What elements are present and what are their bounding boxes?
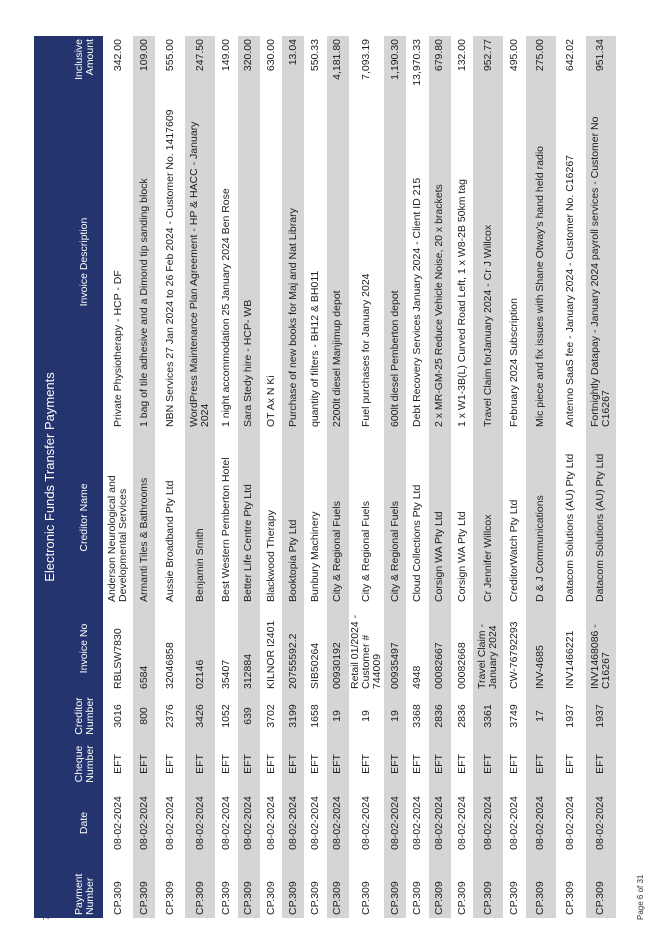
date-cell: 08-02-2024 [411, 796, 424, 850]
invoice-no-cell: 02146 [193, 659, 206, 689]
invoice-no-cell: 00930192 [331, 642, 344, 689]
date-cell: 08-02-2024 [388, 796, 401, 850]
payment-number-cell: CP.309 [219, 881, 232, 915]
creditor-number-cell: 1937 [594, 704, 607, 728]
creditor-name-cell: City & Regional Fuels [331, 501, 344, 602]
payments-report [34, 36, 632, 918]
payment-number-cell: CP.309 [507, 881, 520, 915]
creditor-name-cell: Better Life Centre Pty Ltd [242, 484, 255, 602]
invoice-description-cell: 1 night accommodation 25 January 2024 Ben Rose [219, 188, 232, 427]
creditor-name-cell: Corsign WA Pty Ltd [455, 511, 468, 602]
inclusive-amount-cell: 1,190.30 [388, 39, 401, 80]
table-row [526, 36, 556, 918]
invoice-no-cell: 35407 [219, 659, 232, 689]
cheque-number-cell: EFT [219, 754, 232, 774]
inclusive-amount-cell: 320.00 [242, 39, 255, 72]
table-row [503, 36, 525, 918]
creditor-name-cell: City & Regional Fuels [360, 501, 373, 602]
payment-number-cell: CP.309 [286, 881, 299, 915]
payment-number-cell: CP.309 [388, 881, 401, 915]
creditor-number-cell: 3426 [193, 704, 206, 728]
report-title: Electronic Funds Transfer Payments [34, 36, 66, 918]
table-row [556, 36, 586, 918]
table-row [406, 36, 428, 918]
creditor-name-cell: Blackwood Therapy [264, 509, 277, 602]
creditor-number-cell: 2836 [433, 704, 446, 728]
creditor-name-cell: D & J Communications [534, 495, 547, 602]
creditor-number-cell: 2376 [163, 704, 176, 728]
date-cell: 08-02-2024 [242, 796, 255, 850]
cheque-number-cell: EFT [455, 754, 468, 774]
inclusive-amount-cell: 550.33 [309, 39, 322, 72]
table-row [327, 36, 349, 918]
inclusive-amount-cell: 495.00 [507, 39, 520, 72]
invoice-description-cell: 2 x MR-GM-25 Reduce Vehicle Noise, 20 x brackets [433, 184, 446, 427]
inclusive-amount-cell: 679.80 [433, 39, 446, 72]
date-cell: 08-02-2024 [564, 796, 577, 850]
cheque-number-cell: EFT [411, 754, 424, 774]
date-cell: 08-02-2024 [481, 796, 494, 850]
creditor-name-cell: Best Western Pemberton Hotel [219, 457, 232, 602]
invoice-description-cell: WordPress Maintenance Plan Agreement - HP & HACC - January 2024 [188, 121, 212, 427]
invoice-description-cell: Antenno SaaS fee - January 2024 - Customer No. C16267 [564, 155, 577, 427]
creditor-number-cell: 19 [360, 710, 373, 722]
creditor-name-cell: Corsign WA Pty Ltd [433, 511, 446, 602]
invoice-no-cell: 00082668 [455, 642, 468, 689]
inclusive-amount-cell: 275.00 [534, 39, 547, 72]
creditor-number-cell: 3368 [411, 704, 424, 728]
date-cell: 08-02-2024 [360, 796, 373, 850]
invoice-no-cell: 312884 [242, 653, 255, 689]
invoice-description-cell: Fuel purchases for January 2024 [360, 273, 373, 427]
invoice-no-cell: INV1466221 [564, 630, 577, 689]
invoice-no-cell: INV-4685 [534, 645, 547, 689]
date-cell: 08-02-2024 [455, 796, 468, 850]
invoice-description-cell: 2200lt diesel Manjimup depot [331, 290, 344, 427]
invoice-description-cell: Fortnightly Datapay - January 2024 payroll services - Customer No C16267 [588, 116, 612, 427]
creditor-number-cell: 3016 [111, 704, 124, 728]
payment-number-cell: CP.309 [193, 881, 206, 915]
invoice-no-cell: SIB50264 [309, 642, 322, 689]
page-number: Page 6 of 31 [636, 874, 645, 920]
cheque-number-cell: EFT [388, 754, 401, 774]
creditor-number-cell: 1937 [564, 704, 577, 728]
inclusive-amount-cell: 952.77 [481, 39, 494, 72]
date-cell: 08-02-2024 [193, 796, 206, 850]
cheque-number-cell: EFT [309, 754, 322, 774]
payment-number-cell: CP.309 [163, 881, 176, 915]
table-row [429, 36, 451, 918]
inclusive-amount-cell: 13,970.33 [411, 39, 424, 86]
invoice-no-cell: RBLSW7830 [111, 628, 124, 689]
cheque-number-cell: EFT [137, 754, 150, 774]
table-row [215, 36, 237, 918]
table-row [133, 36, 155, 918]
cheque-number-cell: EFT [360, 754, 373, 774]
inclusive-amount-cell: 342.00 [111, 39, 124, 72]
invoice-description-cell: quantity of filters - BH12 & BH011 [309, 270, 322, 427]
payment-number-cell: CP.309 [594, 881, 607, 915]
creditor-name-cell: Datacom Solutions (AU) Pty Ltd [594, 453, 607, 602]
invoice-description-cell: Travel Claim forJanuary 2024 - Cr J Willcox [481, 224, 494, 427]
cheque-number-cell: EFT [242, 754, 255, 774]
header-invoice-no: Invoice No [78, 623, 90, 674]
invoice-description-cell: Private Physiotherapy - HCP - DF [111, 270, 124, 427]
table-row [185, 36, 215, 918]
invoice-no-cell: 20755592.2 [286, 633, 299, 689]
table-body [103, 36, 616, 918]
invoice-description-cell: Debt Recovery Services January 2024 - Client ID 215 [411, 177, 424, 427]
cheque-number-cell: EFT [163, 754, 176, 774]
creditor-number-cell: 3749 [507, 704, 520, 728]
creditor-name-cell: Cr Jennifer Willcox [481, 514, 494, 602]
creditor-number-cell: 3361 [481, 704, 494, 728]
table-row [451, 36, 473, 918]
invoice-no-cell: Retail 01/2024 - Customer # 744009 [349, 614, 384, 689]
table-row [473, 36, 503, 918]
creditor-name-cell: City & Regional Fuels [388, 501, 401, 602]
header-creditor-number: Creditor Number [72, 697, 96, 735]
table-header-row [66, 36, 103, 918]
payment-number-cell: CP.309 [242, 881, 255, 915]
creditor-name-cell: CreditorWatch Pty Ltd [507, 499, 520, 602]
creditor-number-cell: 639 [242, 707, 255, 725]
cheque-number-cell: EFT [264, 754, 277, 774]
cheque-number-cell: EFT [111, 754, 124, 774]
cheque-number-cell: EFT [433, 754, 446, 774]
invoice-no-cell: 00935497 [388, 642, 401, 689]
table-row [282, 36, 304, 918]
creditor-number-cell: 800 [137, 707, 150, 725]
payment-number-cell: CP.309 [411, 881, 424, 915]
creditor-name-cell: Cloud Collections Pty Ltd [411, 484, 424, 602]
payment-number-cell: CP.309 [455, 881, 468, 915]
creditor-number-cell: 3702 [264, 704, 277, 728]
creditor-name-cell: Booktopia Pty Ltd [286, 519, 299, 602]
payment-number-cell: CP.309 [564, 881, 577, 915]
header-cheque-number: Cheque Number [72, 745, 96, 783]
date-cell: 08-02-2024 [433, 796, 446, 850]
inclusive-amount-cell: 630.00 [264, 39, 277, 72]
invoice-no-cell: Travel Claim - January 2024 [476, 624, 500, 689]
invoice-no-cell: INV1468086 - C16267 [588, 624, 612, 689]
invoice-description-cell: Sara Stedy hire - HCP- WB [242, 299, 255, 427]
invoice-description-cell: 1 x W1-3B(L) Curved Road Left, 1 x W8-2B 50km tag [455, 178, 468, 427]
table-row [586, 36, 616, 918]
inclusive-amount-cell: 149.00 [219, 39, 232, 72]
date-cell: 08-02-2024 [309, 796, 322, 850]
invoice-no-cell: 4948 [411, 665, 424, 689]
creditor-name-cell: Benjamin Smith [193, 528, 206, 602]
header-payment-number: Payment Number [72, 873, 96, 915]
payment-number-cell: CP.309 [137, 881, 150, 915]
header-invoice-description: Invoice Description [78, 217, 90, 307]
inclusive-amount-cell: 132.00 [455, 39, 468, 72]
inclusive-amount-cell: 7,093.19 [360, 39, 373, 80]
date-cell: 08-02-2024 [286, 796, 299, 850]
invoice-description-cell: Mic piece and fix issues with Shane Otway's hand held radio [534, 146, 547, 427]
creditor-name-cell: Bunbury Machinery [309, 511, 322, 602]
table-row [103, 36, 133, 918]
inclusive-amount-cell: 109.00 [137, 39, 150, 72]
date-cell: 08-02-2024 [111, 796, 124, 850]
payment-number-cell: CP.309 [331, 881, 344, 915]
date-cell: 08-02-2024 [534, 796, 547, 850]
date-cell: 08-02-2024 [137, 796, 150, 850]
header-date: Date [78, 811, 90, 835]
creditor-number-cell: 1658 [309, 704, 322, 728]
date-cell: 08-02-2024 [594, 796, 607, 850]
invoice-description-cell: February 2024 Subscription [507, 298, 520, 427]
table-row [260, 36, 282, 918]
date-cell: 08-02-2024 [163, 796, 176, 850]
inclusive-amount-cell: 13.04 [286, 39, 299, 66]
invoice-description-cell: 1 bag of tile adhesive and a Dimond tip sanding block [137, 178, 150, 427]
payment-number-cell: CP.309 [481, 881, 494, 915]
header-creditor-name: Creditor Name [78, 483, 90, 552]
invoice-no-cell: 32046858 [163, 642, 176, 689]
invoice-description-cell: 600lt diesel Pemberton depot [388, 290, 401, 427]
invoice-description-cell: NBN Services 27 Jan 2024 to 26 Feb 2024 - Customer No. 1417609 [163, 109, 176, 427]
cheque-number-cell: EFT [331, 754, 344, 774]
inclusive-amount-cell: 247.50 [193, 39, 206, 72]
table-row [304, 36, 326, 918]
creditor-name-cell: Armanti Tiles & Bathrooms [137, 477, 150, 602]
cheque-number-cell: EFT [193, 754, 206, 774]
inclusive-amount-cell: 555.00 [163, 39, 176, 72]
creditor-name-cell: Anderson Neurological and Developmental Services [106, 475, 129, 602]
invoice-no-cell: 00082667 [433, 642, 446, 689]
creditor-number-cell: 1052 [219, 704, 232, 728]
inclusive-amount-cell: 642.02 [564, 39, 577, 72]
creditor-number-cell: 19 [331, 710, 344, 722]
cheque-number-cell: EFT [481, 754, 494, 774]
date-cell: 08-02-2024 [264, 796, 277, 850]
payment-number-cell: CP.309 [309, 881, 322, 915]
date-cell: 08-02-2024 [331, 796, 344, 850]
invoice-no-cell: CW-76792293 [507, 621, 520, 689]
payment-number-cell: CP.309 [264, 881, 277, 915]
inclusive-amount-cell: 4,181.80 [331, 39, 344, 80]
creditor-name-cell: Datacom Solutions (AU) Pty Ltd [564, 453, 577, 602]
date-cell: 08-02-2024 [219, 796, 232, 850]
table-row [155, 36, 185, 918]
invoice-no-cell: KILNOR I2401 [264, 620, 277, 689]
cheque-number-cell: EFT [594, 754, 607, 774]
creditor-number-cell: 2836 [455, 704, 468, 728]
payment-number-cell: CP.309 [360, 881, 373, 915]
creditor-number-cell: 19 [388, 710, 401, 722]
table-row [384, 36, 406, 918]
cheque-number-cell: EFT [534, 754, 547, 774]
date-cell: 08-02-2024 [507, 796, 520, 850]
invoice-description-cell: Purchase of new books for Maj and Nat Library [286, 208, 299, 427]
creditor-number-cell: 3199 [286, 704, 299, 728]
header-inclusive-amount: Inclusive Amount [72, 39, 96, 80]
payment-number-cell: CP.309 [111, 881, 124, 915]
table-row [349, 36, 384, 918]
payment-number-cell: CP.309 [433, 881, 446, 915]
cheque-number-cell: EFT [286, 754, 299, 774]
cheque-number-cell: EFT [507, 754, 520, 774]
creditor-name-cell: Aussie Broadband Pty Ltd [163, 480, 176, 602]
invoice-description-cell: OT Ax N Ki [264, 375, 277, 427]
invoice-no-cell: 6584 [137, 665, 150, 689]
payment-number-cell: CP.309 [534, 881, 547, 915]
table-row [238, 36, 260, 918]
inclusive-amount-cell: 951.34 [594, 39, 607, 72]
cheque-number-cell: EFT [564, 754, 577, 774]
payments-table [66, 36, 616, 918]
creditor-number-cell: 17 [534, 710, 547, 722]
